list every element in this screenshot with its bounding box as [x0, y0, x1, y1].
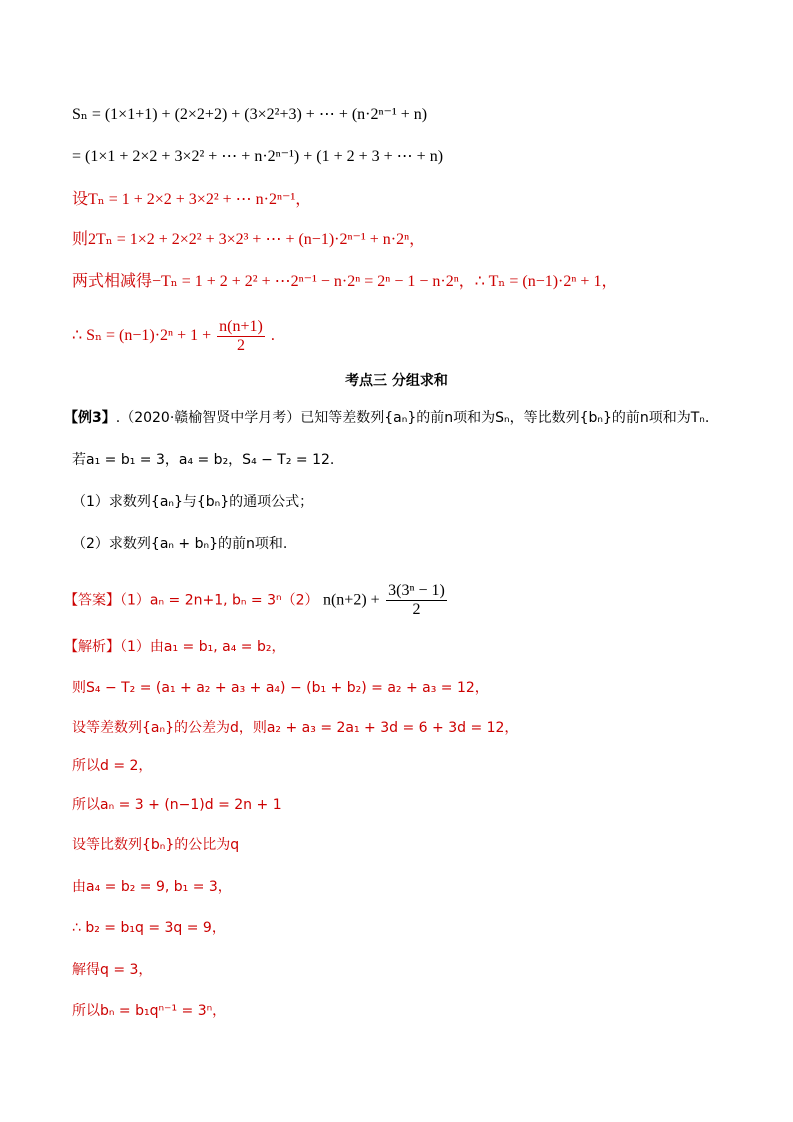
- sum-expansion-line: Sₙ = (1×1+1) + (2×2+2) + (3×2²+3) + ⋯ + (n·2ⁿ⁻¹ + n): [72, 106, 428, 123]
- double-tn-line: 则2Tₙ = 1×2 + 2×2² + 3×2³ + ⋯ + (n−1)·2ⁿ⁻¹ + n·2ⁿ，: [72, 231, 426, 248]
- solution-step-4: 所以d = 2，: [72, 758, 153, 774]
- solution-label: 【解析】: [64, 639, 120, 655]
- answer-fraction-numerator: 3(3ⁿ − 1): [388, 582, 445, 599]
- sn-result-fraction: [217, 318, 265, 355]
- answer-part2-prefix: n(n+2) +: [322, 591, 380, 609]
- example-statement: [64, 408, 709, 428]
- answer-part1: （1）aₙ = 2n+1, bₙ = 3ⁿ（2）: [120, 592, 319, 609]
- fraction-numerator: n(n+1): [219, 318, 263, 335]
- example-text: .（2020·赣榆智贤中学月考）已知等差数列{aₙ}的前n项和为Sₙ，等比数列{bₙ}的前n项和为Tₙ.: [115, 410, 710, 426]
- subtract-line: 两式相减得−Tₙ = 1 + 2 + 2² + ⋯2ⁿ⁻¹ − n·2ⁿ = 2ⁿ − 1 − n·2ⁿ，∴ Tₙ = (n−1)·2ⁿ + 1，: [72, 273, 618, 290]
- solution-step-6: 设等比数列{bₙ}的公比为q: [72, 837, 240, 853]
- sn-result-prefix: ∴ Sₙ = (n−1)·2ⁿ + 1 +: [72, 327, 212, 345]
- define-tn-line: 设Tₙ = 1 + 2×2 + 3×2² + ⋯ n·2ⁿ⁻¹，: [72, 191, 312, 208]
- sn-result-suffix: .: [270, 327, 275, 345]
- solution-step-8: ∴ b₂ = b₁q = 3q = 9，: [72, 920, 226, 936]
- example-condition: 若a₁ = b₁ = 3，a₄ = b₂，S₄ − T₂ = 12.: [72, 452, 335, 468]
- solution-step-9: 解得q = 3，: [72, 962, 153, 978]
- fraction-denominator: 2: [236, 337, 245, 354]
- sum-grouping-line: = (1×1 + 2×2 + 3×2² + ⋯ + n·2ⁿ⁻¹) + (1 + 2 + 3 + ⋯ + n): [72, 148, 444, 165]
- question-2: （2）求数列{aₙ + bₙ}的前n项和.: [72, 536, 288, 552]
- solution-step-3: 设等差数列{aₙ}的公差为d，则a₂ + a₃ = 2a₁ + 3d = 6 + 3d = 12，: [72, 720, 519, 736]
- section-title: 考点三 分组求和: [345, 373, 448, 389]
- example-label: 【例3】: [64, 410, 116, 426]
- solution-step-1: （1）由a₁ = b₁, a₄ = b₂，: [120, 639, 286, 655]
- question-1: （1）求数列{aₙ}与{bₙ}的通项公式；: [72, 494, 314, 510]
- answer-fraction-denominator: 2: [412, 601, 421, 618]
- solution-step-2: 则S₄ − T₂ = (a₁ + a₂ + a₃ + a₄) − (b₁ + b₂) = a₂ + a₃ = 12，: [72, 680, 489, 696]
- solution-step-7: 由a₄ = b₂ = 9, b₁ = 3，: [72, 879, 232, 895]
- solution-step-10: 所以bₙ = b₁qⁿ⁻¹ = 3ⁿ，: [72, 1003, 227, 1019]
- answer-line: [64, 582, 449, 619]
- solution-step-5: 所以aₙ = 3 + (n−1)d = 2n + 1: [72, 797, 282, 813]
- answer-fraction: [386, 582, 447, 619]
- sn-result-line: [72, 318, 275, 355]
- solution-line-1: [64, 637, 285, 657]
- answer-label: 【答案】: [64, 592, 120, 609]
